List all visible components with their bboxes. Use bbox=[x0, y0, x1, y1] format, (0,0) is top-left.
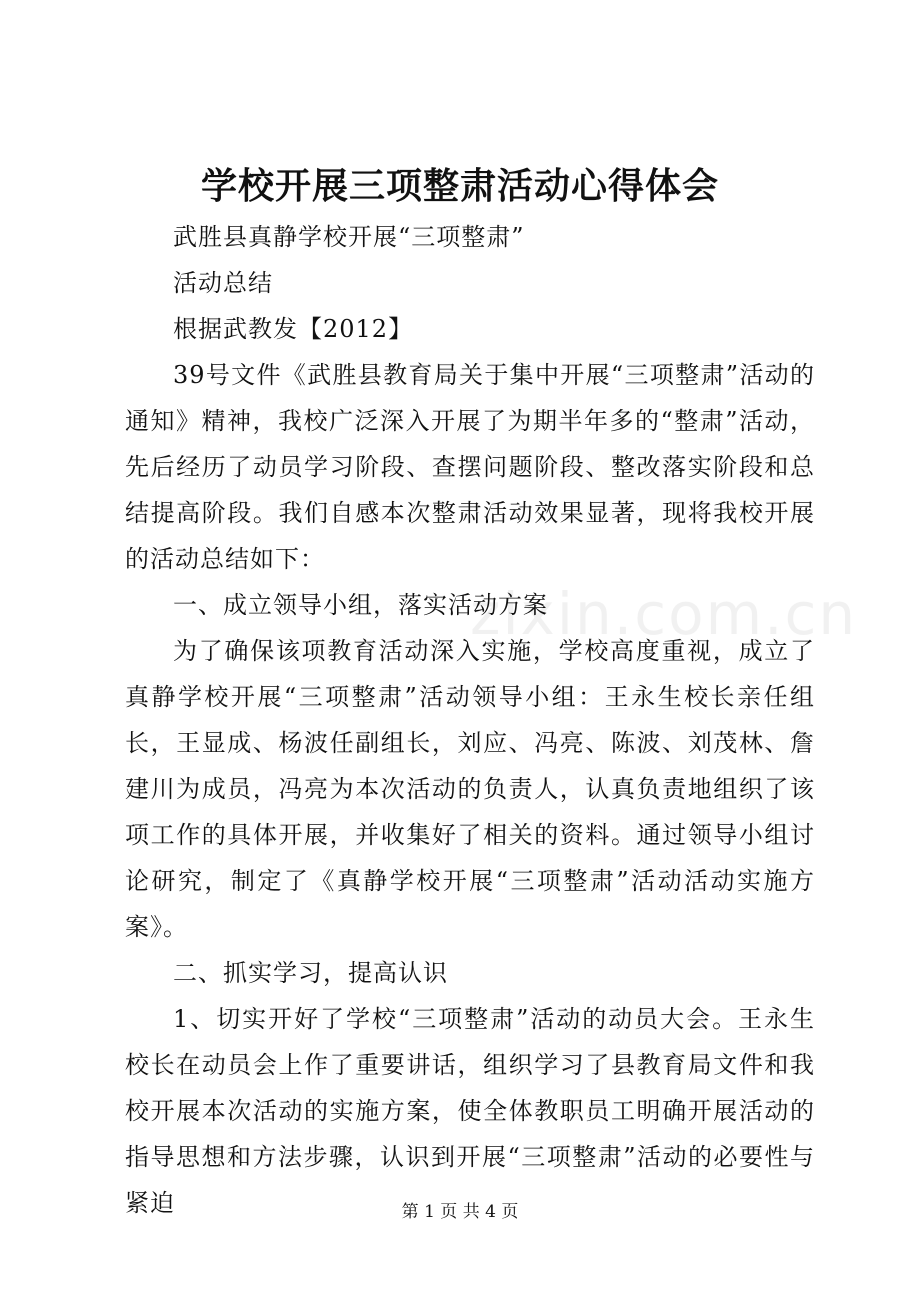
paragraph-school-name: 武胜县真静学校开展“三项整肃” bbox=[173, 223, 525, 251]
document-body bbox=[125, 214, 815, 1226]
paragraph-section-1: 为了确保该项教育活动深入实施，学校高度重视，成立了真静学校开展“三项整肃”活动领导小组：王永生校长亲任组长，王显成、杨波任副组长，刘应、冯亮、陈波、刘茂林、詹建川为成员，冯亮为本次活动的负责人，认真负责地组织了该项工作的具体开展，并收集好了相关的资料。通过领导小组讨论研究，制定了《真静学校开展“三项整肃”活动活动实施方案》。 bbox=[125, 637, 815, 941]
paragraph-basis: 根据武教发【2012】 bbox=[173, 315, 414, 343]
paragraph-section-2-item-1: 1、切实开好了学校“三项整肃”活动的动员大会。王永生校长在动员会上作了重要讲话，组织学习了县教育局文件和我校开展本次活动的实施方案，使全体教职员工明确开展活动的指导思想和方法步骤，认识到开展“三项整肃”活动的必要性与紧迫 bbox=[125, 1005, 815, 1217]
document-title: 学校开展三项整肃活动心得体会 bbox=[200, 165, 719, 207]
paragraph-intro: 39号文件《武胜县教育局关于集中开展“三项整肃”活动的通知》精神，我校广泛深入开展了为期半年多的“整肃”活动，先后经历了动员学习阶段、查摆问题阶段、整改落实阶段和总结提高阶段。我们自感本次整肃活动效果显著，现将我校开展的活动总结如下： bbox=[125, 361, 815, 573]
page-footer: 第 1 页 共 4 页 bbox=[401, 1202, 519, 1222]
watermark: zixin.com.cn bbox=[470, 580, 858, 648]
section-heading-1: 一、成立领导小组，落实活动方案 bbox=[173, 591, 548, 619]
paragraph-summary-label: 活动总结 bbox=[173, 269, 273, 297]
section-heading-2: 二、抓实学习，提高认识 bbox=[173, 959, 448, 987]
